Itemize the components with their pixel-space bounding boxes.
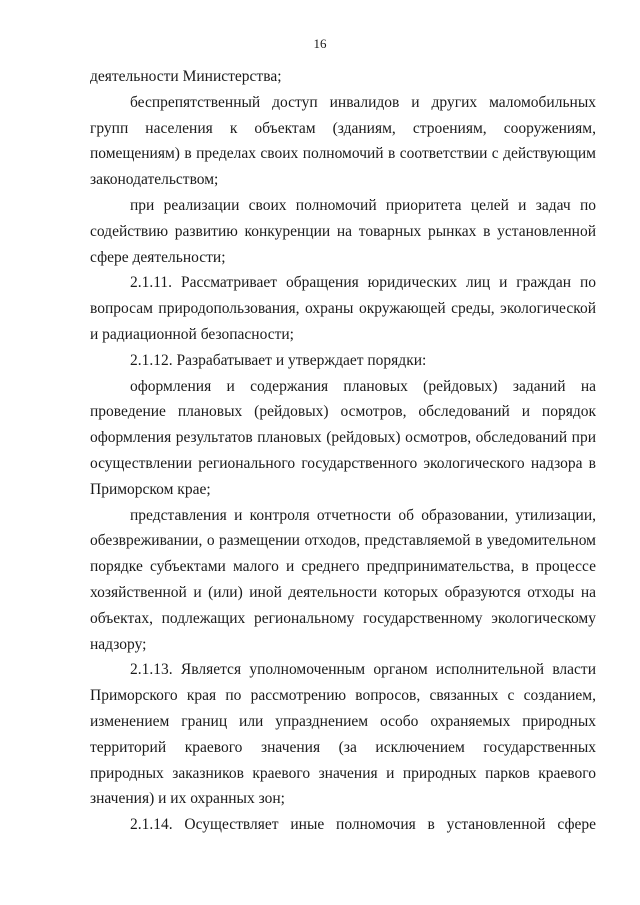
paragraph-competition: при реализации своих полномочий приоритета целей и задач по содействию развитию конкуренции на товарных рынках в установленной сфере деятельности; xyxy=(90,196,596,266)
paragraph-waste-reporting: представления и контроля отчетности об образовании, утилизации, обезвреживании, о размещении отходов, представляемой в уведомительном порядке субъектами малого и среднего предпринимательства, в процессе хозяйственной и (или) иной деятельности которых образуются отходы на объектах, подлежащих региональному государственному экологическому надзору; xyxy=(90,506,596,653)
document-body xyxy=(90,64,596,838)
paragraph-2-1-12: 2.1.12. Разрабатывает и утверждает порядки: xyxy=(130,351,427,369)
paragraph-2-1-14: 2.1.14. Осуществляет иные полномочия в установленной сфере xyxy=(130,816,596,834)
paragraph-accessibility: беспрепятственный доступ инвалидов и других маломобильных групп населения к объектам (зданиям, строениям, сооружениям, помещениям) в пределах своих полномочий в соответствии с действующим законодательством; xyxy=(90,93,596,189)
paragraph-2-1-13: 2.1.13. Является уполномоченным органом исполнительной власти Приморского края по рассмотрению вопросов, связанных с созданием, изменением границ или упразднением особо охраняемых природных территорий краевого значения (за исключением государственных природных заказников краевого значения и природных парков краевого значения) и их охранных зон; xyxy=(90,661,596,808)
paragraph-continuation: деятельности Министерства; xyxy=(90,68,282,85)
paragraph-2-1-11: 2.1.11. Рассматривает обращения юридических лиц и граждан по вопросам природопользования, охраны окружающей среды, экологической и радиационной безопасности; xyxy=(90,274,596,343)
page-number: 16 xyxy=(313,36,327,51)
paragraph-raid-tasks: оформления и содержания плановых (рейдовых) заданий на проведение плановых (рейдовых) осмотров, обследований и порядок оформления результатов плановых (рейдовых) осмотров, обследований при осуществлении регионального государственного экологического надзора в Приморском крае; xyxy=(90,377,596,498)
